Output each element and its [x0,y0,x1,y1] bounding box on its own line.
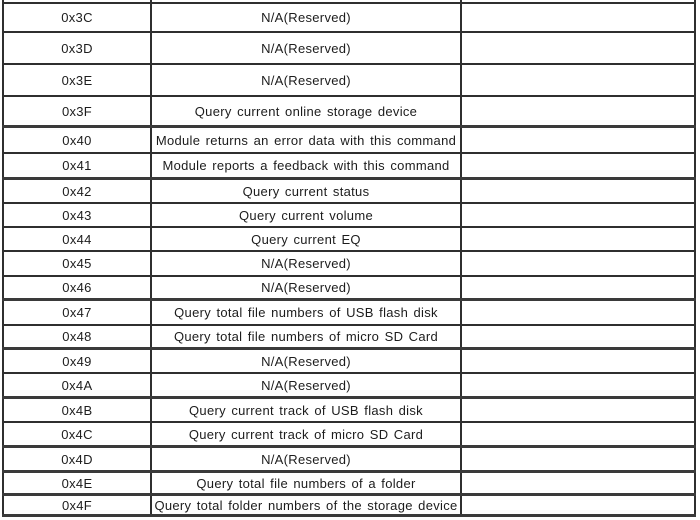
command-description-cell [152,350,462,372]
command-code: 0x4E [61,475,93,491]
command-description: N/A(Reserved) [261,451,351,467]
command-code: 0x42 [62,183,92,199]
command-description-cell [152,277,462,298]
table-row [2,448,696,473]
command-code-cell [2,448,152,470]
command-description: Query current volume [239,207,373,223]
command-code: 0x4D [61,451,93,467]
command-code: 0x4A [61,377,93,393]
command-code-cell [2,350,152,372]
command-code: 0x41 [62,158,92,173]
table-row [2,326,696,350]
command-code: 0x49 [62,353,92,369]
table-row [2,473,696,496]
command-code-cell [2,128,152,152]
command-code-cell [2,473,152,493]
command-code-cell [2,496,152,514]
table-row [2,399,696,423]
command-description: Query total file numbers of micro SD Card [173,329,439,344]
command-description-cell [152,423,462,445]
command-description-cell [152,65,462,95]
command-notes-cell [462,33,696,63]
command-description: N/A(Reserved) [261,353,351,369]
command-notes-cell [462,228,696,250]
command-description: Query current track of micro SD Card [188,426,424,442]
command-description: N/A(Reserved) [261,377,351,393]
command-description-cell [152,0,462,2]
command-description-cell [152,128,462,152]
command-notes-cell [462,0,696,2]
command-code: 0x46 [62,280,92,295]
command-notes-cell [462,65,696,95]
command-description-cell [152,204,462,226]
command-code: 0x4C [61,426,93,442]
table-row [2,128,696,154]
command-code-cell [2,97,152,125]
command-description: Module returns an error data with this command [155,132,457,148]
table-row [2,33,696,65]
command-code: 0x40 [62,132,92,148]
command-notes-cell [462,350,696,372]
command-code-cell [2,399,152,421]
command-notes-cell [462,473,696,493]
command-notes-cell [462,154,696,177]
command-notes-cell [462,97,696,125]
command-description: N/A(Reserved) [261,10,351,25]
command-notes-cell [462,277,696,298]
command-description: Query current online storage device [194,103,418,119]
command-code-cell [2,180,152,202]
table-row [2,252,696,277]
command-code-cell [2,423,152,445]
command-code-cell [2,277,152,298]
command-description-cell [152,448,462,470]
command-code-cell [2,228,152,250]
command-notes-cell [462,496,696,514]
command-code-cell [2,374,152,396]
table-row [2,228,696,252]
command-description-cell [152,301,462,324]
command-code: 0x4F [61,497,93,513]
command-code: 0x4B [61,402,93,418]
command-code: 0x43 [62,207,92,223]
command-description: Query current EQ [251,231,361,247]
command-description-cell [152,374,462,396]
table-row [2,350,696,374]
command-description-cell [152,228,462,250]
command-notes-cell [462,374,696,396]
command-description: N/A(Reserved) [261,256,351,271]
command-description: Query current status [242,183,370,199]
table-row [2,277,696,301]
command-notes-cell [462,399,696,421]
command-description: Query total file numbers of a folder [196,475,416,491]
command-notes-cell [462,128,696,152]
command-code-cell [2,33,152,63]
command-description: Query total file numbers of USB flash disk [174,305,438,320]
command-code: 0x44 [62,231,92,247]
command-notes-cell [462,180,696,202]
command-notes-cell [462,326,696,347]
command-description-cell [152,496,462,514]
command-description: N/A(Reserved) [261,40,351,56]
command-description-cell [152,4,462,31]
command-code: 0x47 [62,305,92,320]
command-code: 0x3C [61,10,93,25]
command-description: N/A(Reserved) [261,72,351,88]
table-row [2,97,696,128]
command-description-cell [152,154,462,177]
command-description: Query total folder numbers of the storage device [154,497,458,513]
table-row [2,423,696,448]
command-table [2,0,696,517]
table-row [2,374,696,399]
command-description-cell [152,326,462,347]
command-code: 0x3D [61,40,93,56]
command-code-cell [2,0,152,2]
command-description-cell [152,97,462,125]
command-description: N/A(Reserved) [261,280,351,295]
command-code-cell [2,154,152,177]
command-notes-cell [462,301,696,324]
command-description-cell [152,252,462,275]
table-row [2,4,696,33]
table-row [2,154,696,180]
command-description: Module reports a feedback with this command [162,158,450,173]
command-code-cell [2,252,152,275]
command-code: 0x45 [62,256,92,271]
table-row [2,301,696,326]
table-row [2,65,696,97]
command-code: 0x3E [61,72,93,88]
command-code-cell [2,326,152,347]
command-code-cell [2,65,152,95]
command-notes-cell [462,448,696,470]
command-code: 0x48 [62,329,92,344]
command-code-cell [2,4,152,31]
command-code: 0x3F [61,103,93,119]
command-description-cell [152,33,462,63]
command-notes-cell [462,252,696,275]
command-description-cell [152,399,462,421]
command-code-cell [2,301,152,324]
table-row [2,180,696,204]
command-notes-cell [462,204,696,226]
table-row [2,496,696,517]
command-notes-cell [462,4,696,31]
command-notes-cell [462,423,696,445]
command-description: Query current track of USB flash disk [189,402,423,418]
command-description-cell [152,180,462,202]
command-code-cell [2,204,152,226]
table-row [2,204,696,228]
command-description-cell [152,473,462,493]
